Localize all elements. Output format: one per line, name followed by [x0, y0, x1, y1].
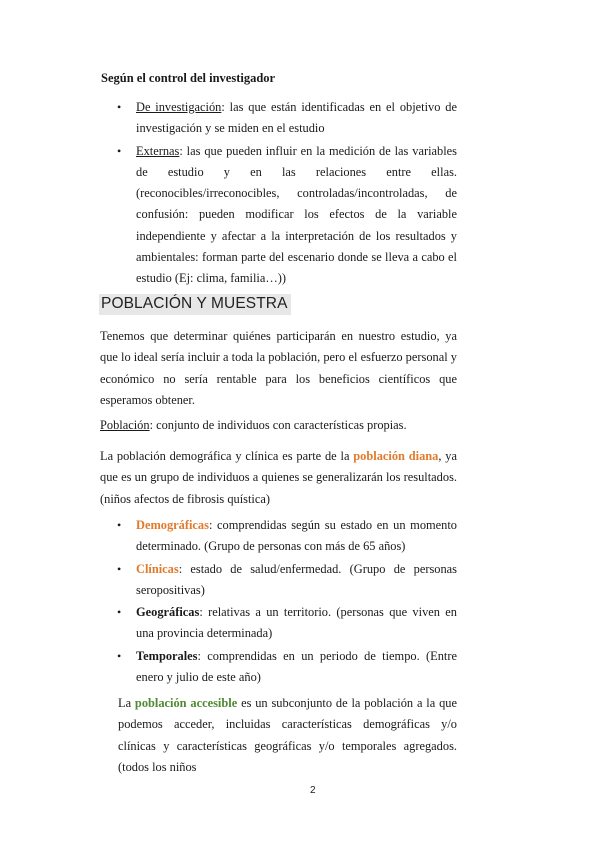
highlight-term: población accesible: [134, 696, 238, 710]
term-label: Temporales: [136, 648, 198, 663]
bullet-icon: •: [117, 648, 122, 663]
list-item: [117, 515, 457, 558]
page-number: 2: [310, 785, 316, 796]
bullet-icon: •: [117, 605, 122, 620]
paragraph-poblacion-diana: [100, 446, 457, 510]
paragraph-text: , ya que es un grupo de individuos a quienes se generalizarán los resultados. (niños afectos de fibrosis quística): [100, 449, 457, 506]
term-label: De investigación: [136, 100, 222, 114]
population-types-list: [117, 515, 457, 689]
term-label: Clínicas: [136, 561, 179, 576]
highlight-term: población diana: [353, 449, 439, 463]
section-title: POBLACIÓN Y MUESTRA: [99, 294, 291, 315]
paragraph-text: La población demográfica y clínica es parte de la: [100, 449, 354, 463]
bullet-icon: •: [117, 143, 122, 158]
paragraph-text: es un subconjunto de la población a la que podemos acceder, incluidas características demográficas y/o clínicas y características geográficas y/o temporales agregados. (todos los niños: [118, 696, 457, 774]
definition-text: : las que están identificadas en el objetivo de investigación y se miden en el estudio: [136, 100, 457, 136]
paragraph-intro: [100, 326, 457, 411]
paragraph-poblacion-accesible: [118, 693, 457, 778]
term-label: Demográficas: [136, 518, 209, 532]
definition-text: : estado de salud/enfermedad. (Grupo de personas seropositivas): [136, 561, 457, 597]
paragraph-text: Tenemos que determinar quiénes participarán en nuestro estudio, ya que lo ideal sería incluir a toda la población, pero el esfuerzo personal y económico no sería rentable para los beneficios científicos que esperamos obtener.: [100, 329, 457, 407]
definition-text: : conjunto de individuos con características propias.: [149, 418, 407, 432]
control-variables-list: [117, 97, 457, 291]
list-item: [117, 141, 457, 290]
definition-text: : relativas a un territorio. (personas que viven en una provincia determinada): [136, 605, 457, 641]
list-item: [117, 559, 457, 602]
bullet-icon: •: [117, 561, 122, 576]
list-item: [117, 602, 457, 645]
term-label: Geográficas: [136, 605, 200, 620]
definition-text: : las que pueden influir en la medición de las variables de estudio y en las relaciones entre ellas. (reconocibles/irreconocibles, controladas/incontroladas, de confusión: pueden modificar los efectos de la variable independiente y afectar a la interpretación de los resultados y ambientales: forman parte del escenario donde se lleva a cabo el estudio (Ej: clima, familia…)): [136, 143, 457, 286]
bullet-icon: •: [117, 100, 122, 114]
paragraph-text: La: [118, 696, 135, 710]
bullet-icon: •: [117, 518, 122, 532]
list-item: [117, 646, 457, 689]
subsection-heading: Según el control del investigador: [101, 71, 276, 85]
definition-text: : comprendidas en un periodo de tiempo. (Entre enero y julio de este año): [136, 648, 457, 685]
list-item: [117, 97, 457, 140]
definition-text: : comprendidas según su estado en un momento determinado. (Grupo de personas con más de 65 años): [136, 518, 457, 554]
term-label: Externas: [136, 143, 180, 158]
paragraph-poblacion-definition: [100, 415, 457, 436]
term-label: Población: [100, 418, 150, 432]
